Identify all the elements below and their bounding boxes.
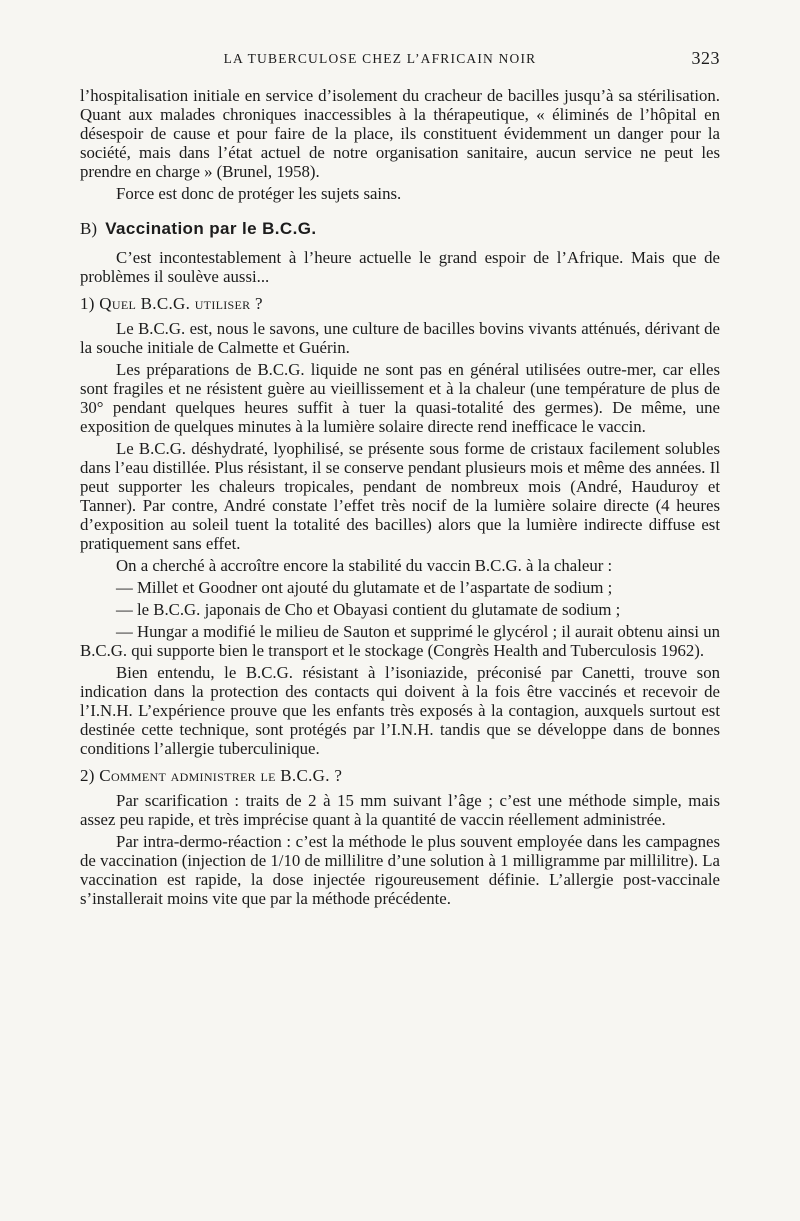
paragraph-bcg-liquide: Les préparations de B.C.G. liquide ne sont pas en général utilisées outre-mer, car elles sont fragiles et ne résistent guère au vieillissement et à la chaleur (une température de plus de 30° pendant quelques heures suffit à tuer la quasi-totalité des germes). De même, une exposition de quelques minutes à la lumière solaire directe rend inefficace le vaccin. xyxy=(80,360,720,436)
list-item-millet: — Millet et Goodner ont ajouté du glutamate et de l’aspartate de sodium ; xyxy=(116,578,613,597)
list-item-hungar: — Hungar a modifié le milieu de Sauton et supprimé le glycérol ; il aurait obtenu ainsi un B.C.G. qui supporte bien le transport et le stockage (Congrès Health and Tuberculosis 1962). xyxy=(80,622,720,660)
paragraph-stabilite: On a cherché à accroître encore la stabilité du vaccin B.C.G. à la chaleur : xyxy=(116,556,613,575)
paragraph-intra-dermo: Par intra-dermo-réaction : c’est la méthode le plus souvent employée dans les campagnes de vaccination (injection de 1/10 de millilitre d’une solution à 1 milligramme par millilitre). La vaccination est rapide, la dose injectée rigoureusement définie. L’allergie post-vaccinale s’installerait moins vite que par la méthode précédente. xyxy=(80,832,720,908)
page-header xyxy=(80,48,720,72)
paragraph-hospitalisation: l’hospitalisation initiale en service d’isolement du cracheur de bacilles jusqu’à sa stérilisation. Quant aux malades chroniques inaccessibles à la thérapeutique, « éliminés de l’hôpital en désespoir de cause et pour faire de la place, ils constituent évidemment un danger pour la société, mais dans l’état actuel de notre organisation sanitaire, aucun service ne peut les prendre en charge » (Brunel, 1958). xyxy=(80,86,720,181)
paragraph-grand-espoir: C’est incontestablement à l’heure actuelle le grand espoir de l’Afrique. Mais que de problèmes il soulève aussi... xyxy=(80,248,720,286)
subheading-comment-administrer: 2) Comment administrer le B.C.G. ? xyxy=(80,766,343,785)
list-item-cho: — le B.C.G. japonais de Cho et Obayasi contient du glutamate de sodium ; xyxy=(116,600,621,619)
paragraph-bcg-deshydrate: Le B.C.G. déshydraté, lyophilisé, se présente sous forme de cristaux facilement solubles dans l’eau distillée. Plus résistant, il se conserve pendant plusieurs mois et même des années. Il peut supporter les chaleurs tropicales, pendant de nombreux mois (André, Hauduroy et Tanner). Par contre, André constate l’effet très nocif de la lumière solaire directe (4 heures d’exposition au soleil tuent la totalité des bacilles) alors que la lumière indirecte diffuse est pratiquement sans effet. xyxy=(80,439,720,553)
paragraph-proteger: Force est donc de protéger les sujets sains. xyxy=(116,184,402,203)
body-text xyxy=(80,86,720,911)
paragraph-scarification: Par scarification : traits de 2 à 15 mm suivant l’âge ; c’est une méthode simple, mais assez peu rapide, et très imprécise quant à la quantité de vaccin réellement administrée. xyxy=(80,791,720,829)
section-heading-b xyxy=(80,219,720,238)
page-number: 323 xyxy=(691,48,720,68)
section-title: Vaccination par le B.C.G. xyxy=(105,219,317,238)
section-letter: B) xyxy=(80,219,97,238)
running-title: LA TUBERCULOSE CHEZ L’AFRICAIN NOIR xyxy=(223,51,537,66)
paragraph-isoniazide: Bien entendu, le B.C.G. résistant à l’isoniazide, préconisé par Canetti, trouve son indication dans la protection des contacts qui doivent à la fois être vaccinés et recevoir de l’I.N.H. L’expérience prouve que les enfants très exposés à la contagion, auxquels surtout est destinée cette technique, sont protégés par l’I.N.H. tandis que se développe dans de bonnes conditions l’allergie tuberculinique. xyxy=(80,663,720,758)
paragraph-culture: Le B.C.G. est, nous le savons, une culture de bacilles bovins vivants atténués, dérivant de la souche initiale de Calmette et Guérin. xyxy=(80,319,720,357)
subheading-quel-bcg: 1) Quel B.C.G. utiliser ? xyxy=(80,294,263,313)
